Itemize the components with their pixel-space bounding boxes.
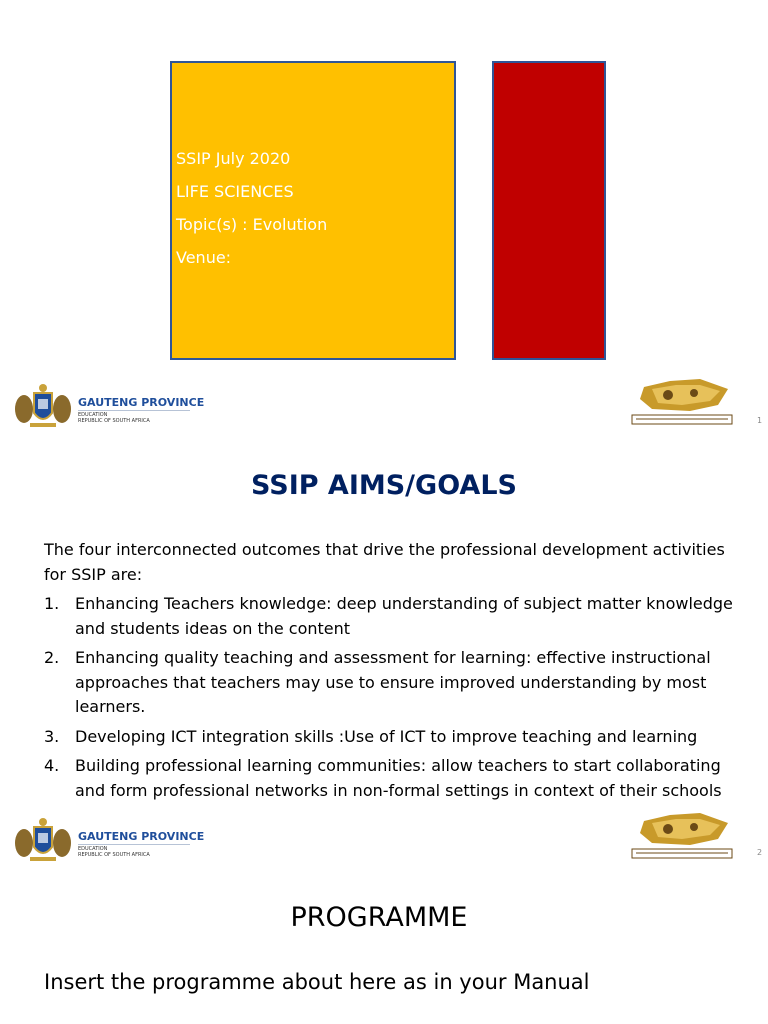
accent-panel	[492, 61, 606, 360]
item-text: Building professional learning communities: allow teachers to start collaborating and form professional networks in non-formal settings in context of their schools	[75, 756, 722, 800]
logo-rule	[78, 844, 190, 845]
cover-line-subject: LIFE SCIENCES	[176, 182, 294, 201]
aims-list-item	[44, 754, 744, 803]
item-number: 3.	[44, 726, 60, 746]
cover-line-venue: Venue:	[176, 248, 232, 267]
gauteng-name: GAUTENG PROVINCE	[78, 396, 205, 409]
coat-of-arms-icon	[10, 813, 76, 865]
cover-line-topic: Topic(s) : Evolution	[176, 215, 328, 234]
school-emblem-icon	[630, 377, 734, 427]
aims-title: SSIP AIMS/GOALS	[251, 470, 517, 501]
logo-sub-education: EDUCATION	[78, 412, 108, 418]
gauteng-name: GAUTENG PROVINCE	[78, 830, 205, 843]
school-emblem-icon	[630, 811, 734, 861]
cover-line-date: SSIP July 2020	[176, 149, 291, 168]
page-number-1: 1	[757, 416, 763, 425]
programme-instruction: Insert the programme about here as in your Manual	[44, 970, 590, 994]
gauteng-logo-2	[10, 813, 205, 865]
logo-sub-education: EDUCATION	[78, 846, 108, 852]
programme-title: PROGRAMME	[290, 902, 468, 933]
logo-rule	[78, 410, 190, 411]
item-text: Developing ICT integration skills :Use of ICT to improve teaching and learning	[75, 726, 698, 746]
aims-intro: The four interconnected outcomes that drive the professional development activities for SSIP are:	[44, 540, 725, 584]
aims-list-item	[44, 592, 744, 641]
gauteng-logo	[10, 379, 205, 431]
logo-sub-country: REPUBLIC OF SOUTH AFRICA	[78, 418, 150, 424]
aims-list-item	[44, 646, 744, 720]
item-text: Enhancing Teachers knowledge: deep understanding of subject matter knowledge and students ideas on the content	[75, 594, 733, 638]
aims-list-item	[44, 725, 744, 750]
coat-of-arms-icon	[10, 379, 76, 431]
item-text: Enhancing quality teaching and assessment for learning: effective instructional approaches that teachers may use to ensure improved understanding by most learners.	[75, 648, 711, 716]
logo-sub-country: REPUBLIC OF SOUTH AFRICA	[78, 852, 150, 858]
item-number: 4.	[44, 756, 60, 775]
school-logo-2	[630, 811, 734, 861]
item-number: 2.	[44, 648, 60, 667]
cover-text	[176, 142, 327, 274]
item-number: 1.	[44, 594, 60, 613]
aims-list	[44, 592, 744, 803]
school-logo	[630, 377, 734, 427]
page-number-2: 2	[757, 848, 763, 857]
aims-body	[44, 538, 744, 803]
